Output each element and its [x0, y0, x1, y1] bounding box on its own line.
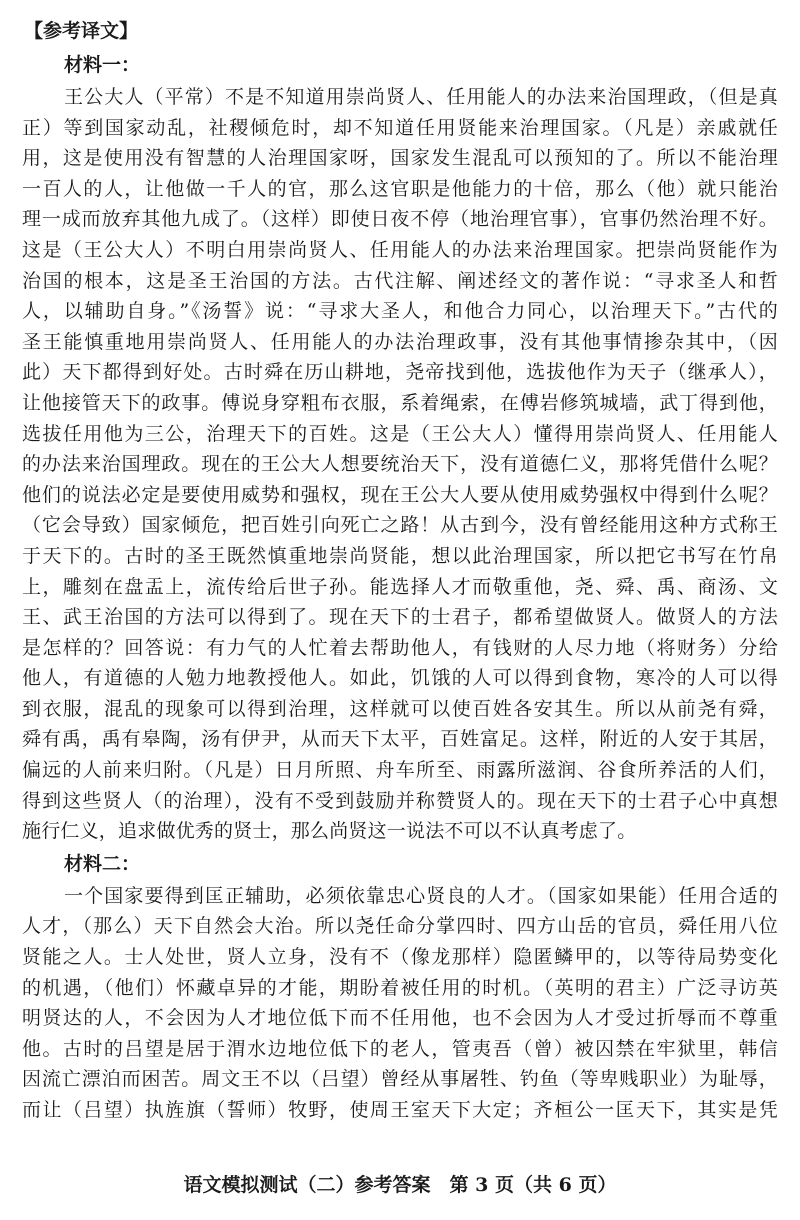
material-one-body	[22, 82, 778, 847]
paragraph-line: 理一成而放弃其他九成了。（这样）即使日夜不停（地治理官事），官事仍然治理不好。	[22, 208, 778, 231]
paragraph-line: 让他接管天下的政事。傅说身穿粗布衣服，系着绳索，在傅岩修筑城墙，武丁得到他，	[22, 391, 778, 414]
paragraph-line: 这是（王公大人）不明白用崇尚贤人、任用能人的办法来治理国家。把崇尚贤能作为	[22, 238, 778, 261]
paragraph-line: 他人，有道德的人勉力地教授他人。如此，饥饿的人可以得到食物，寒冷的人可以得	[22, 667, 778, 690]
paragraph-line: 于天下的。古时的圣王既然慎重地崇尚贤能，想以此治理国家，所以把它书写在竹帛	[22, 544, 778, 567]
paragraph-line: 他们的说法必定是要使用威势和强权，现在王公大人要从使用威势强权中得到什么呢？	[22, 483, 778, 506]
paragraph-line: 舜有禹，禹有皋陶，汤有伊尹，从而天下太平，百姓富足。这样，附近的人安于其居，	[22, 728, 778, 751]
paragraph-line: 贤能之人。士人处世，贤人立身，没有不（像龙那样）隐匿鳞甲的，以等待局势变化	[22, 946, 778, 969]
paragraph-line: 用，这是使用没有智慧的人治理国家呀，国家发生混乱可以预知的了。所以不能治理	[22, 147, 778, 170]
paragraph-line: 的办法来治国理政。现在的王公大人想要统治天下，没有道德仁义，那将凭借什么呢？	[22, 453, 778, 476]
paragraph-line: 明贤达的人，不会因为人才地位低下而不任用他，也不会因为人才受过折辱而不尊重	[22, 1007, 778, 1030]
paragraph-line: 正）等到国家动乱，社稷倾危时，却不知道任用贤能来治理国家。（凡是）亲戚就任	[22, 116, 778, 139]
paragraph-line: 一个国家要得到匡正辅助，必须依靠忠心贤良的人才。（国家如果能）任用合适的	[64, 884, 778, 907]
paragraph-line: 他。古时的吕望是居于渭水边地位低下的老人，管夷吾（曾）被囚禁在牢狱里，韩信	[22, 1037, 778, 1060]
paragraph-line: 一百人的人，让他做一千人的官，那么这官职是他能力的十倍，那么（他）就只能治	[22, 177, 778, 200]
paragraph-line: 王公大人（平常）不是不知道用崇尚贤人、任用能人的办法来治国理政，（但是真	[64, 86, 778, 108]
paragraph-line: 的机遇，（他们）怀藏卓异的才能，期盼着被任用的时机。（英明的君主）广泛寻访英	[22, 976, 778, 999]
paragraph-line: 施行仁义，追求做优秀的贤士，那么尚贤这一说法不可以不认真考虑了。	[22, 820, 637, 843]
paragraph-line: 到衣服，混乱的现象可以得到治理，这样就可以使百姓各安其生。所以从前尧有舜，	[22, 697, 778, 720]
material-one-heading: 材料一：	[64, 54, 141, 76]
paragraph-line: 王、武王治国的方法可以得到了。现在天下的士君子，都希望做贤人。做贤人的方法	[22, 606, 778, 629]
paragraph-line: 得到这些贤人（的治理），没有不受到鼓励并称赞贤人的。现在天下的士君子心中真想	[22, 789, 778, 812]
document-page	[22, 14, 778, 1204]
paragraph-line: 选拔任用他为三公，治理天下的百姓。这是（王公大人）懂得用崇尚贤人、任用能人	[22, 422, 778, 445]
paragraph-line: 人，以辅助自身。”《汤誓》说：“寻求大圣人，和他合力同心，以治理天下。”古代的	[22, 300, 778, 323]
paragraph-line: 偏远的人前来归附。（凡是）日月所照、舟车所至、雨露所滋润、谷食所养活的人们，	[22, 759, 778, 782]
section-title: 【参考译文】	[24, 20, 139, 42]
page-footer: 语文模拟测试（二）参考答案 第 3 页（共 6 页）	[183, 1174, 617, 1196]
paragraph-line: 治国的根本，这是圣王治国的方法。古代注解、阐述经文的著作说：“寻求圣人和哲	[22, 269, 778, 292]
paragraph-line: 是怎样的？回答说：有力气的人忙着去帮助他人，有钱财的人尽力地（将财务）分给	[22, 636, 778, 659]
paragraph-line: （它会导致）国家倾危，把百姓引向死亡之路！从古到今，没有曾经能用这种方式称王	[22, 514, 778, 537]
material-two-body	[22, 881, 778, 1126]
paragraph-line: 而让（吕望）执旌旗（誓师）牧野，使周王室天下大定；齐桓公一匡天下，其实是凭	[22, 1099, 778, 1121]
material-two-heading: 材料二：	[64, 852, 141, 875]
paragraph-line: 圣王能慎重地用崇尚贤人、任用能人的办法治理政事，没有其他事情掺杂其中，（因	[22, 330, 778, 353]
paragraph-line: 此）天下都得到好处。古时舜在历山耕地，尧帝找到他，选拔他作为天子（继承人），	[22, 361, 778, 384]
paragraph-line: 人才，（那么）天下自然会大治。所以尧任命分掌四时、四方山岳的官员，舜任用八位	[22, 915, 778, 938]
paragraph-line: 因流亡漂泊而困苦。周文王不以（吕望）曾经从事屠牲、钓鱼（等卑贱职业）为耻辱，	[22, 1068, 778, 1091]
paragraph-line: 上，雕刻在盘盂上，流传给后世子孙。能选择人才而敬重他，尧、舜、禹、商汤、文	[22, 575, 778, 598]
